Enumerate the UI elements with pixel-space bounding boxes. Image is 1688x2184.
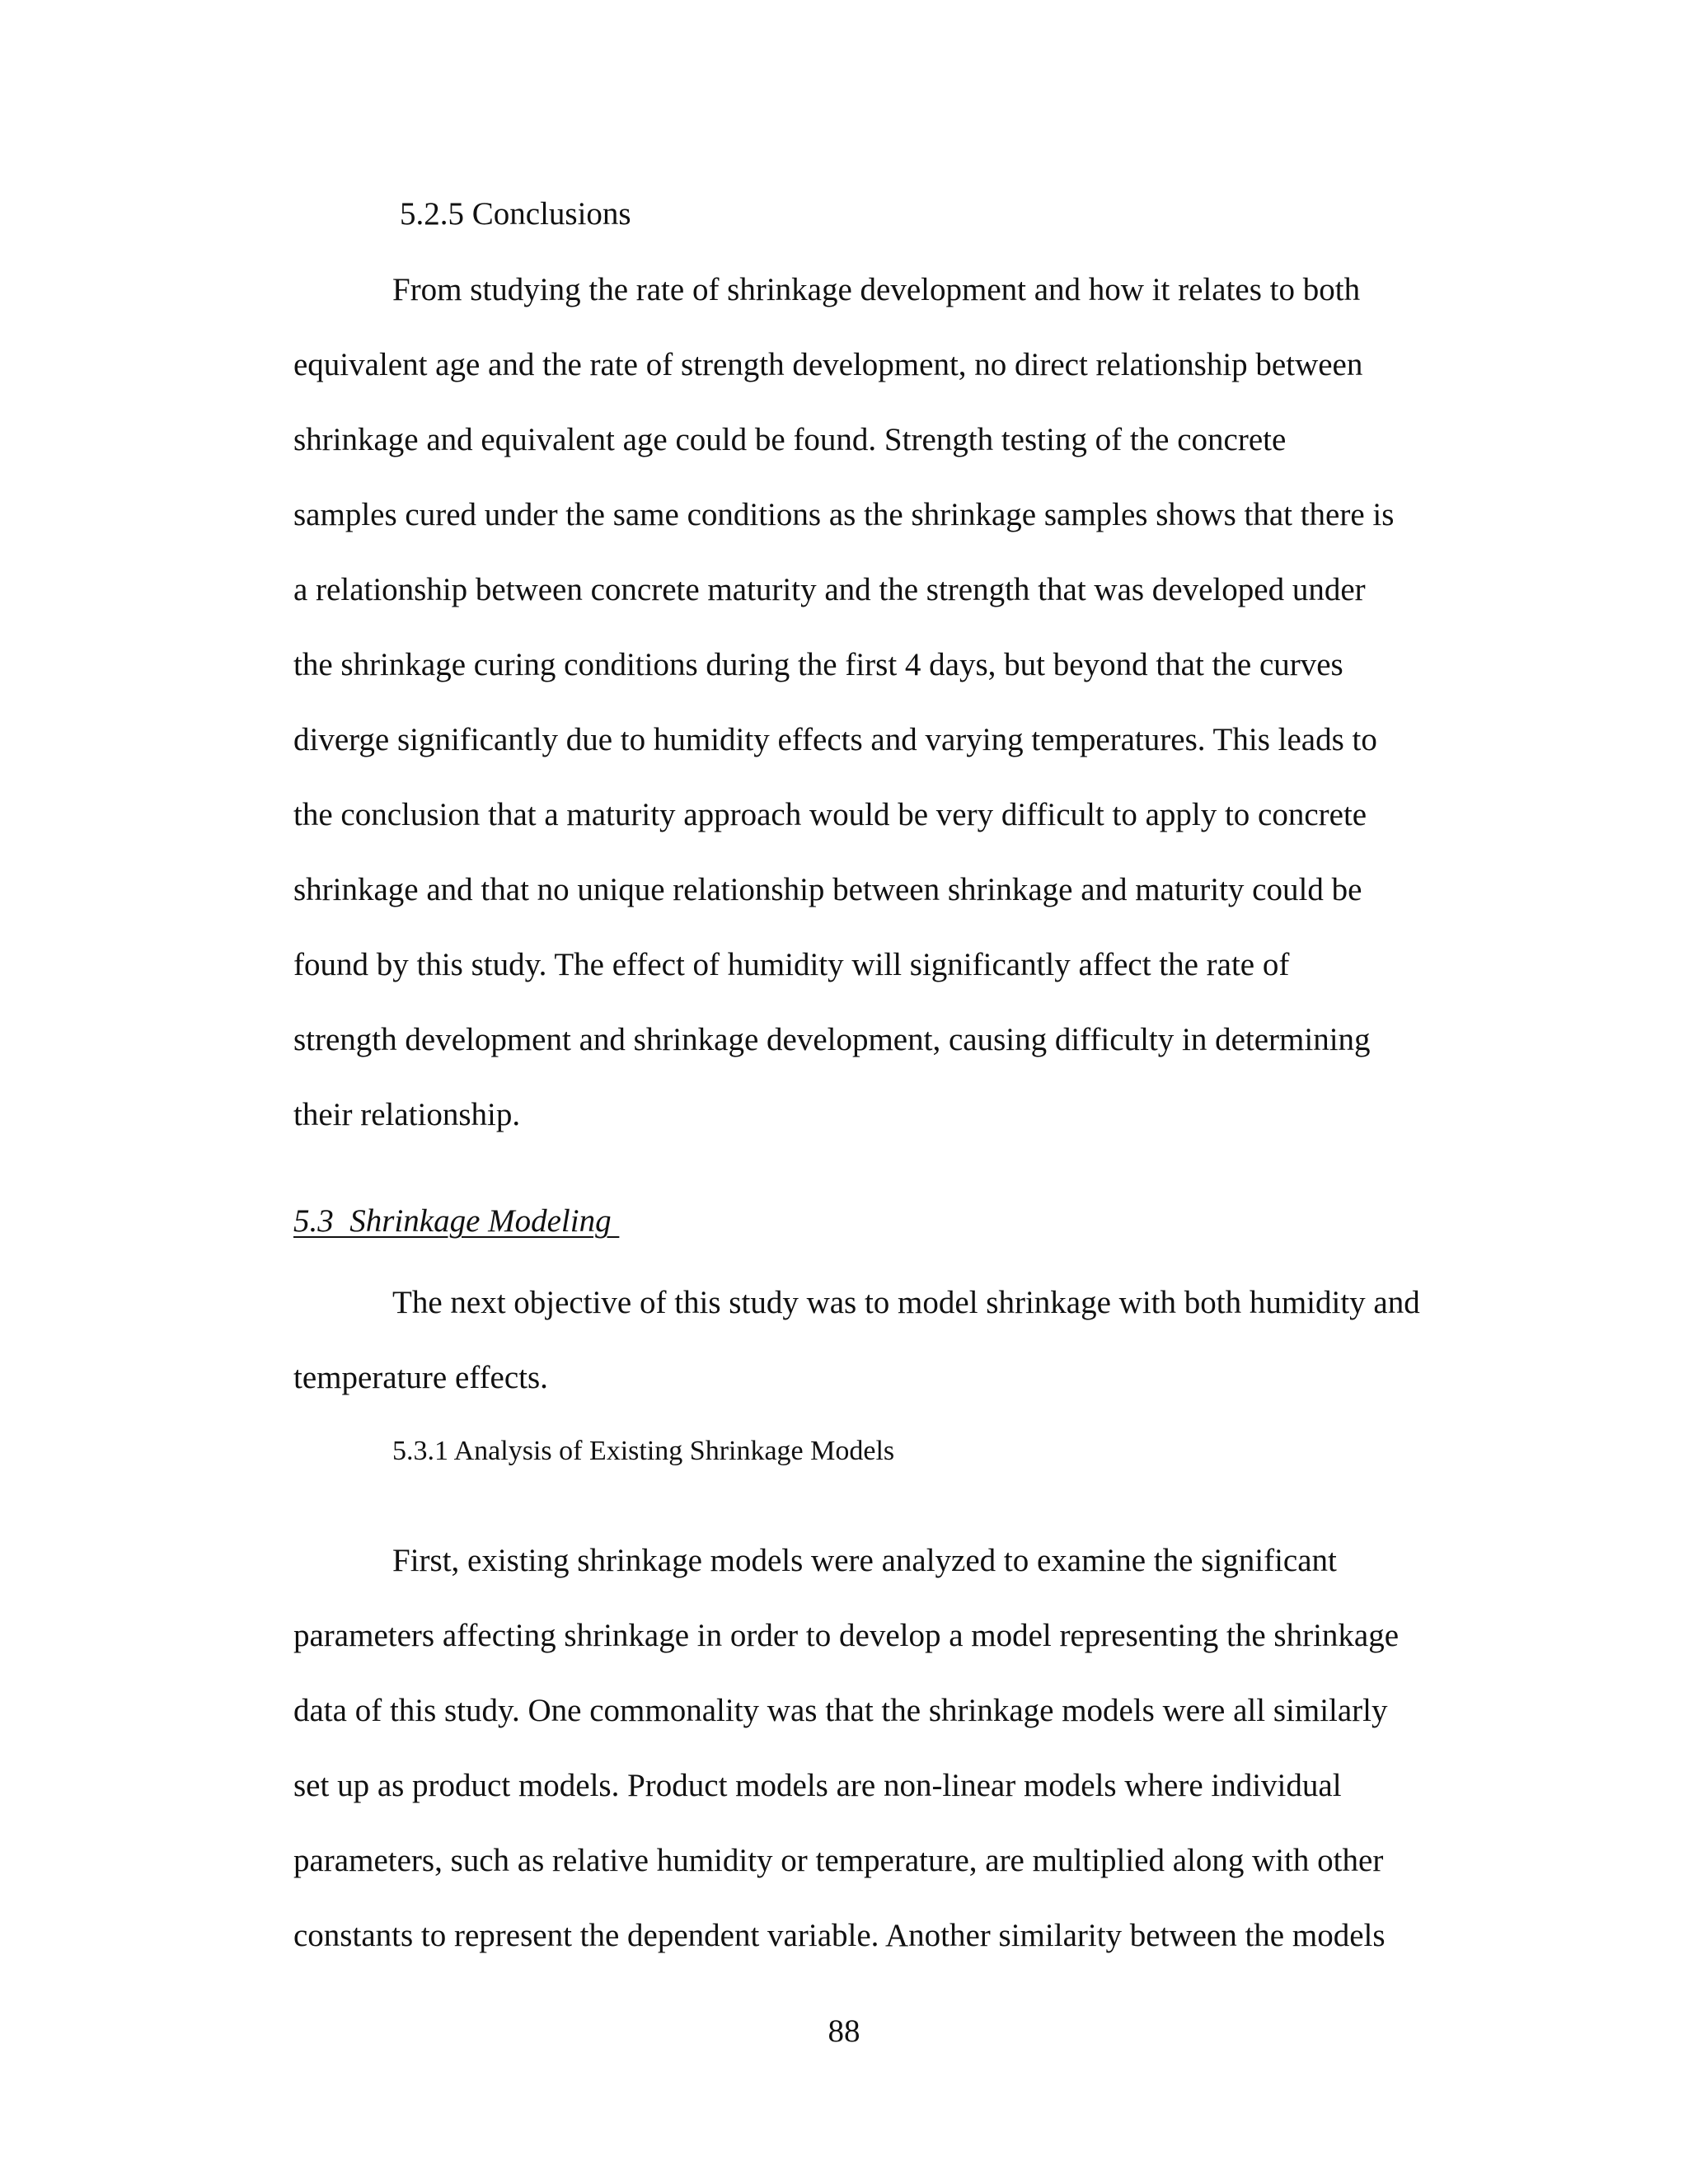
paragraph-line: equivalent age and the rate of strength development, no direct relationship between [293, 347, 1363, 382]
paragraph-line: shrinkage and that no unique relationship between shrinkage and maturity could be [293, 872, 1362, 907]
subsection-heading-5-2-5: 5.2.5 Conclusions [400, 196, 631, 232]
section-heading-5-3: 5.3 Shrinkage Modeling [293, 1203, 620, 1239]
paragraph-line: a relationship between concrete maturity and the strength that was developed under [293, 572, 1366, 607]
paragraph-line: the conclusion that a maturity approach would be very difficult to apply to concrete [293, 797, 1367, 832]
paragraph-line: shrinkage and equivalent age could be found. Strength testing of the concrete [293, 422, 1287, 457]
paragraph-line: The next objective of this study was to model shrinkage with both humidity and [392, 1285, 1420, 1320]
paragraph-line: data of this study. One commonality was that the shrinkage models were all similarly [293, 1693, 1388, 1728]
paragraph-line: samples cured under the same conditions as the shrinkage samples shows that there is [293, 497, 1395, 532]
paragraph-line: strength development and shrinkage development, causing difficulty in determining [293, 1022, 1371, 1057]
paragraph-line: the shrinkage curing conditions during the first 4 days, but beyond that the curves [293, 647, 1343, 682]
subsection-heading-5-3-1: 5.3.1 Analysis of Existing Shrinkage Models [392, 1436, 895, 1466]
paragraph-line: set up as product models. Product models are non-linear models where individual [293, 1768, 1342, 1803]
page-number: 88 [828, 2013, 860, 2049]
paragraph-line: diverge significantly due to humidity effects and varying temperatures. This leads to [293, 722, 1377, 757]
paragraph-line: found by this study. The effect of humidity will significantly affect the rate of [293, 947, 1290, 982]
paragraph-line: parameters affecting shrinkage in order to develop a model representing the shrinkage [293, 1618, 1400, 1653]
paragraph-line: their relationship. [293, 1097, 521, 1132]
paragraph-line: constants to represent the dependent variable. Another similarity between the models [293, 1918, 1386, 1953]
paragraph-line: temperature effects. [293, 1360, 548, 1395]
paragraph-line: parameters, such as relative humidity or temperature, are multiplied along with other [293, 1843, 1384, 1878]
paragraph-line: From studying the rate of shrinkage development and how it relates to both [392, 272, 1361, 307]
paragraph-line: First, existing shrinkage models were analyzed to examine the significant [392, 1543, 1337, 1578]
